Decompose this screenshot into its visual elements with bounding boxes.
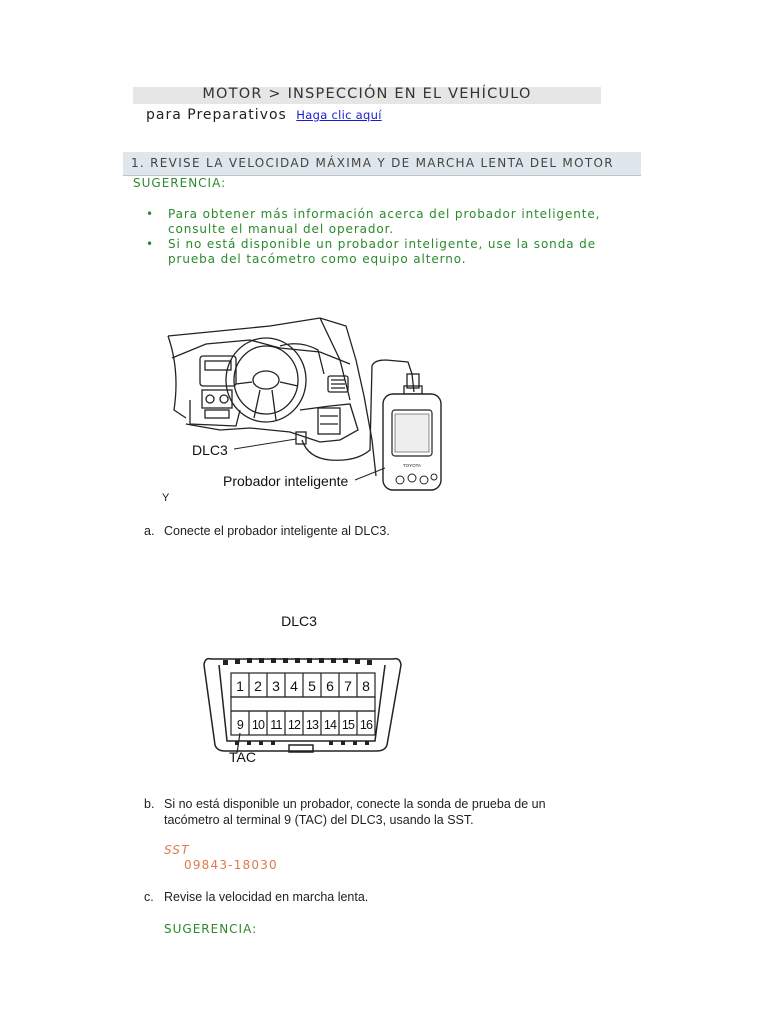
bullet-icon: • bbox=[146, 207, 154, 221]
list-item: • Para obtener más información acerca del probador inteligente, consulte el manual del operador. bbox=[146, 207, 601, 236]
hint-label-c: SUGERENCIA: bbox=[164, 922, 258, 936]
prep-link[interactable]: Haga clic aquí bbox=[296, 108, 382, 122]
pin-3: 3 bbox=[272, 678, 280, 694]
pin-6: 6 bbox=[326, 678, 334, 694]
sst-code: 09843-18030 bbox=[184, 858, 278, 872]
dashboard-figure bbox=[150, 300, 460, 510]
step-label: b. bbox=[144, 797, 155, 811]
pin-2: 2 bbox=[254, 678, 262, 694]
hint-list bbox=[146, 207, 646, 267]
step-text: Conecte el probador inteligente al DLC3. bbox=[164, 524, 390, 538]
step-label: c. bbox=[144, 890, 154, 904]
pin-7: 7 bbox=[344, 678, 352, 694]
pin-8: 8 bbox=[362, 678, 370, 694]
pin-10: 10 bbox=[251, 718, 265, 732]
pin-1: 1 bbox=[236, 678, 244, 694]
section-title: 1. REVISE LA VELOCIDAD MÁXIMA Y DE MARCHA LENTA DEL MOTOR bbox=[131, 156, 614, 170]
hint-label: SUGERENCIA: bbox=[133, 176, 227, 190]
list-item: • Si no está disponible un probador inteligente, use la sonda de prueba del tacómetro como equipo alterno. bbox=[146, 237, 596, 266]
step-text: Revise la velocidad en marcha lenta. bbox=[164, 890, 369, 904]
prep-line bbox=[146, 107, 382, 123]
step-label: a. bbox=[144, 524, 155, 538]
pin-5: 5 bbox=[308, 678, 316, 694]
sst-label: SST bbox=[164, 843, 190, 857]
pin-4: 4 bbox=[290, 678, 298, 694]
page-title: MOTOR > INSPECCIÓN EN EL VEHÍCULO bbox=[202, 86, 532, 102]
pin-9: 9 bbox=[236, 718, 244, 732]
step-b bbox=[144, 797, 624, 831]
step-text: Si no está disponible un probador, conecte la sonda de prueba de un tacómetro al terminal 9 (TAC) del DLC3, usando la SST. bbox=[164, 797, 546, 827]
step-c bbox=[144, 890, 624, 908]
prep-label: para Preparativos bbox=[146, 107, 287, 123]
pin-13: 13 bbox=[305, 718, 319, 732]
bullet-icon: • bbox=[146, 237, 154, 251]
pin-11: 11 bbox=[270, 718, 282, 732]
intelligent-tester-icon bbox=[383, 394, 441, 490]
label-tester: Probador inteligente bbox=[223, 473, 349, 489]
figure-caption: Y bbox=[162, 492, 170, 504]
pin-14: 14 bbox=[323, 718, 337, 732]
label-dlc3: DLC3 bbox=[192, 442, 228, 458]
pin-15: 15 bbox=[341, 718, 355, 732]
dlc3-connector-figure bbox=[195, 605, 415, 775]
pin-12: 12 bbox=[287, 718, 301, 732]
dlc3-title: DLC3 bbox=[281, 613, 317, 629]
pin-16: 16 bbox=[359, 718, 373, 732]
tac-label: TAC bbox=[229, 749, 256, 765]
step-a bbox=[144, 524, 624, 542]
tester-brand: TOYOTA bbox=[402, 463, 422, 468]
